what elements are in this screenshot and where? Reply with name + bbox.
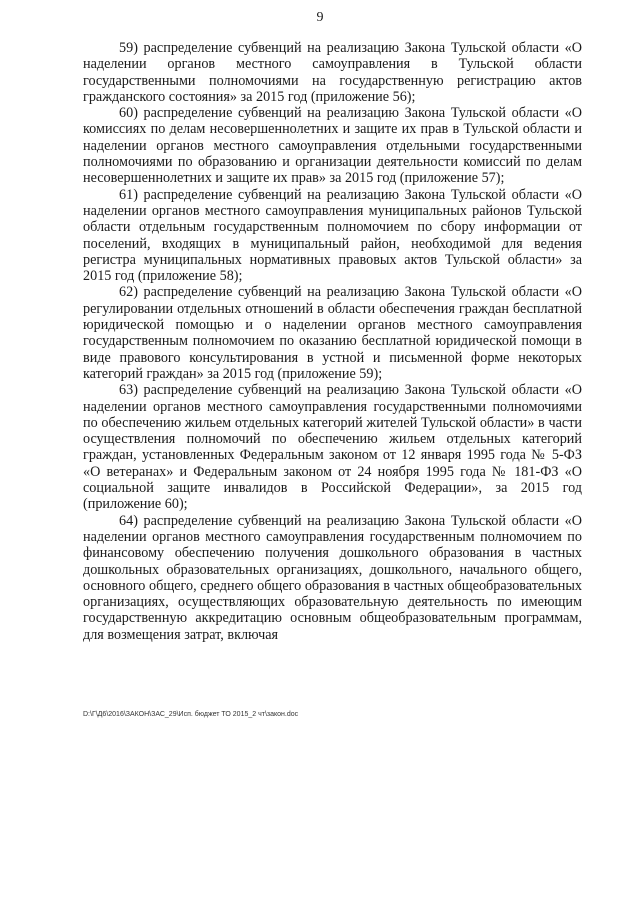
document-body (83, 40, 582, 643)
paragraph-63: 63) распределение субвенций на реализацию Закона Тульской области «О наделении органов местного самоуправления государственными полномочиями по обеспечению жильем отдельных категорий жителей Тульской области» в части осуществления полномочий по обеспечению жильем отдельных категорий граждан, установленных Федеральным законом от 12 января 1995 года № 5-ФЗ «О ветеранах» и Федеральным законом от 24 ноября 1995 года № 181-ФЗ «О социальной защите инвалидов в Российской Федерации», за 2015 год (приложение 60); (83, 382, 582, 513)
paragraph-62: 62) распределение субвенций на реализацию Закона Тульской области «О регулировании отдельных отношений в области обеспечения граждан бесплатной юридической помощью и о наделении органов местного самоуправления государственным полномочием по оказанию бесплатной юридической помощи в виде правового консультирования в устной и письменной форме некоторых категорий граждан» за 2015 год (приложение 59); (83, 284, 582, 382)
paragraph-59: 59) распределение субвенций на реализацию Закона Тульской области «О наделении органов местного самоуправления в Тульской области государственными полномочиями на государственную регистрацию актов гражданского состояния» за 2015 год (приложение 56); (83, 40, 582, 105)
paragraph-61: 61) распределение субвенций на реализацию Закона Тульской области «О наделении органов местного самоуправления муниципальных районов Тульской области отдельным государственным полномочием по сбору информации от поселений, входящих в муниципальный район, необходимой для ведения регистра муниципальных нормативных правовых актов Тульской области» за 2015 год (приложение 58); (83, 186, 582, 285)
paragraph-64: 64) распределение субвенций на реализацию Закона Тульской области «О наделении органов местного самоуправления государственным полномочием по финансовому обеспечению получения дошкольного образования в частных дошкольных образовательных организациях, дошкольного, начального общего, основного общего, среднего общего образования в частных общеобразовательных организациях, осуществляющих образовательную деятельность по имеющим государственную аккредитацию основным общеобразовательным программам, для возмещения затрат, включая (83, 512, 582, 643)
paragraph-60: 60) распределение субвенций на реализацию Закона Тульской области «О комиссиях по делам несовершеннолетних и защите их прав в Тульской области и наделении органов местного самоуправления отдельными государственными полномочиями по образованию и организации деятельности комиссий по делам несовершеннолетних и защите их прав» за 2015 год (приложение 57); (83, 105, 582, 187)
page-number: 9 (316, 10, 324, 25)
footer-file-path: D:\Г\Д6\2016\ЗАКОН\ЗАС_29\Исп. бюджет ТО 2015_2 чт\закон.doc (83, 711, 299, 718)
